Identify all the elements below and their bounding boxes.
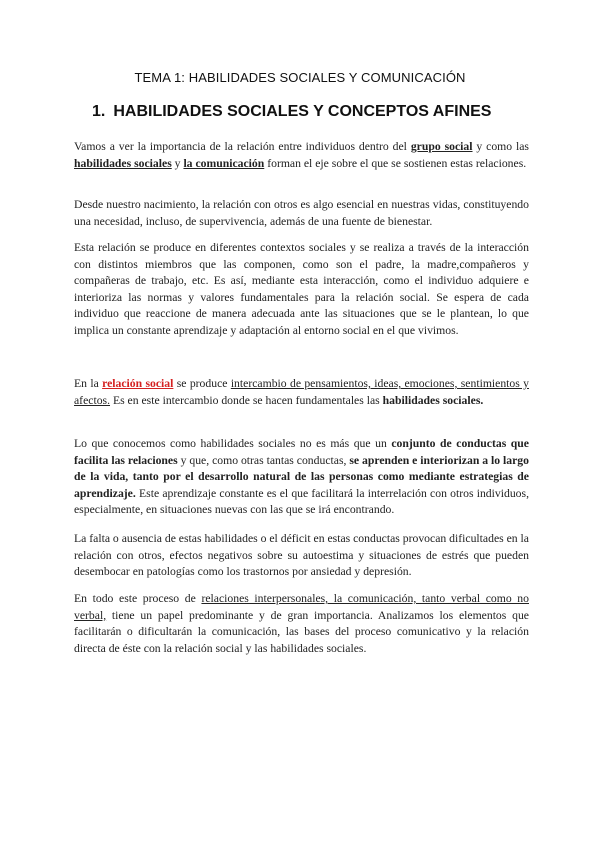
term-conjunto-conductas: conjunto de conductas que facilita las relaciones <box>74 437 529 467</box>
term-habilidades-sociales: habilidades sociales <box>74 156 172 170</box>
term-habilidades-sociales-bold: habilidades sociales. <box>382 393 484 407</box>
text-run: En todo este proceso de <box>74 592 202 605</box>
text-run: forman el eje sobre el que se sostienen estas relaciones. <box>264 156 527 170</box>
section-heading-text: HABILIDADES SOCIALES Y CONCEPTOS AFINES <box>113 103 492 120</box>
text-run: se produce <box>173 377 231 390</box>
paragraph-contextos <box>74 240 529 340</box>
text-run: tiene un papel predominante y de gran importancia. Analizamos los elementos que facilitarán o dificultarán la comunicación, las bases del proceso comunicativo y la relación directa de éste con la relación social y las habilidades sociales. <box>74 608 529 655</box>
text-run: Vamos a ver la importancia de la relación entre individuos dentro del <box>74 140 411 153</box>
section-heading <box>92 103 491 121</box>
paragraph-deficit <box>74 531 529 581</box>
text-run: Desde nuestro nacimiento, la relación con otros es algo esencial en nuestras vidas, constituyendo una necesidad, incluso, de supervivencia, además de una fuente de bienestar. <box>74 198 529 228</box>
term-se-aprenden: se aprenden e interiorizan a lo largo de la vida, tanto por el desarrollo natural de las personas como mediante estrategias de aprendizaje. <box>74 453 529 500</box>
paragraph-proceso <box>74 591 529 657</box>
term-relaciones-interpersonales: relaciones interpersonales, la comunicación, tanto verbal como no verbal, <box>74 592 529 622</box>
text-run: En la <box>74 377 103 390</box>
text-run: Este aprendizaje constante es el que facilitará la interrelación con otros individuos, especialmente, en situaciones nuevas con las que se irá encontrando. <box>74 486 529 517</box>
text-run: Lo que conocemos como habilidades sociales no es más que un <box>74 437 392 450</box>
paragraph-definicion <box>74 436 529 519</box>
text-run: y que, como otras tantas conductas, <box>177 453 350 467</box>
term-intercambio: intercambio de pensamientos, ideas, emociones, sentimientos y afectos. <box>74 377 530 407</box>
text-run: Esta relación se produce en diferentes contextos sociales y se realiza a través de la interacción con distintos miembros que las componen, como son el padre, la madre,compañeros y compañeras de trabajo, etc. Es así, mediante esta interacción, como el individuo adquiere e interioriza las normas y valores fundamentales para la relación social. Se espera de cada individuo que reaccione de manera adecuada ante las situaciones que se le plantean, lo que implica un constante aprendizaje y adaptación al entorno social en el que vivimos. <box>74 241 529 337</box>
text-run: y como las <box>472 140 529 153</box>
text-run: y <box>171 156 184 170</box>
term-la-comunicacion: la comunicación <box>183 156 265 170</box>
section-number: 1. <box>92 103 106 120</box>
term-relacion-social: relación social <box>102 377 174 390</box>
page-title: TEMA 1: HABILIDADES SOCIALES Y COMUNICACIÓN <box>134 70 466 85</box>
text-run: La falta o ausencia de estas habilidades o el déficit en estas conductas provocan dificultades en la relación con otros, efectos negativos sobre su autoestima y situaciones de estrés que pueden desembocar en patologías como los trastornos por ansiedad y depresión. <box>74 532 529 579</box>
term-grupo-social: grupo social <box>410 140 473 153</box>
paragraph-intro <box>74 139 529 172</box>
paragraph-relacion-social <box>74 376 529 409</box>
paragraph-nacimiento <box>74 197 529 230</box>
text-run: Es en este intercambio donde se hacen fundamentales las <box>110 393 383 407</box>
